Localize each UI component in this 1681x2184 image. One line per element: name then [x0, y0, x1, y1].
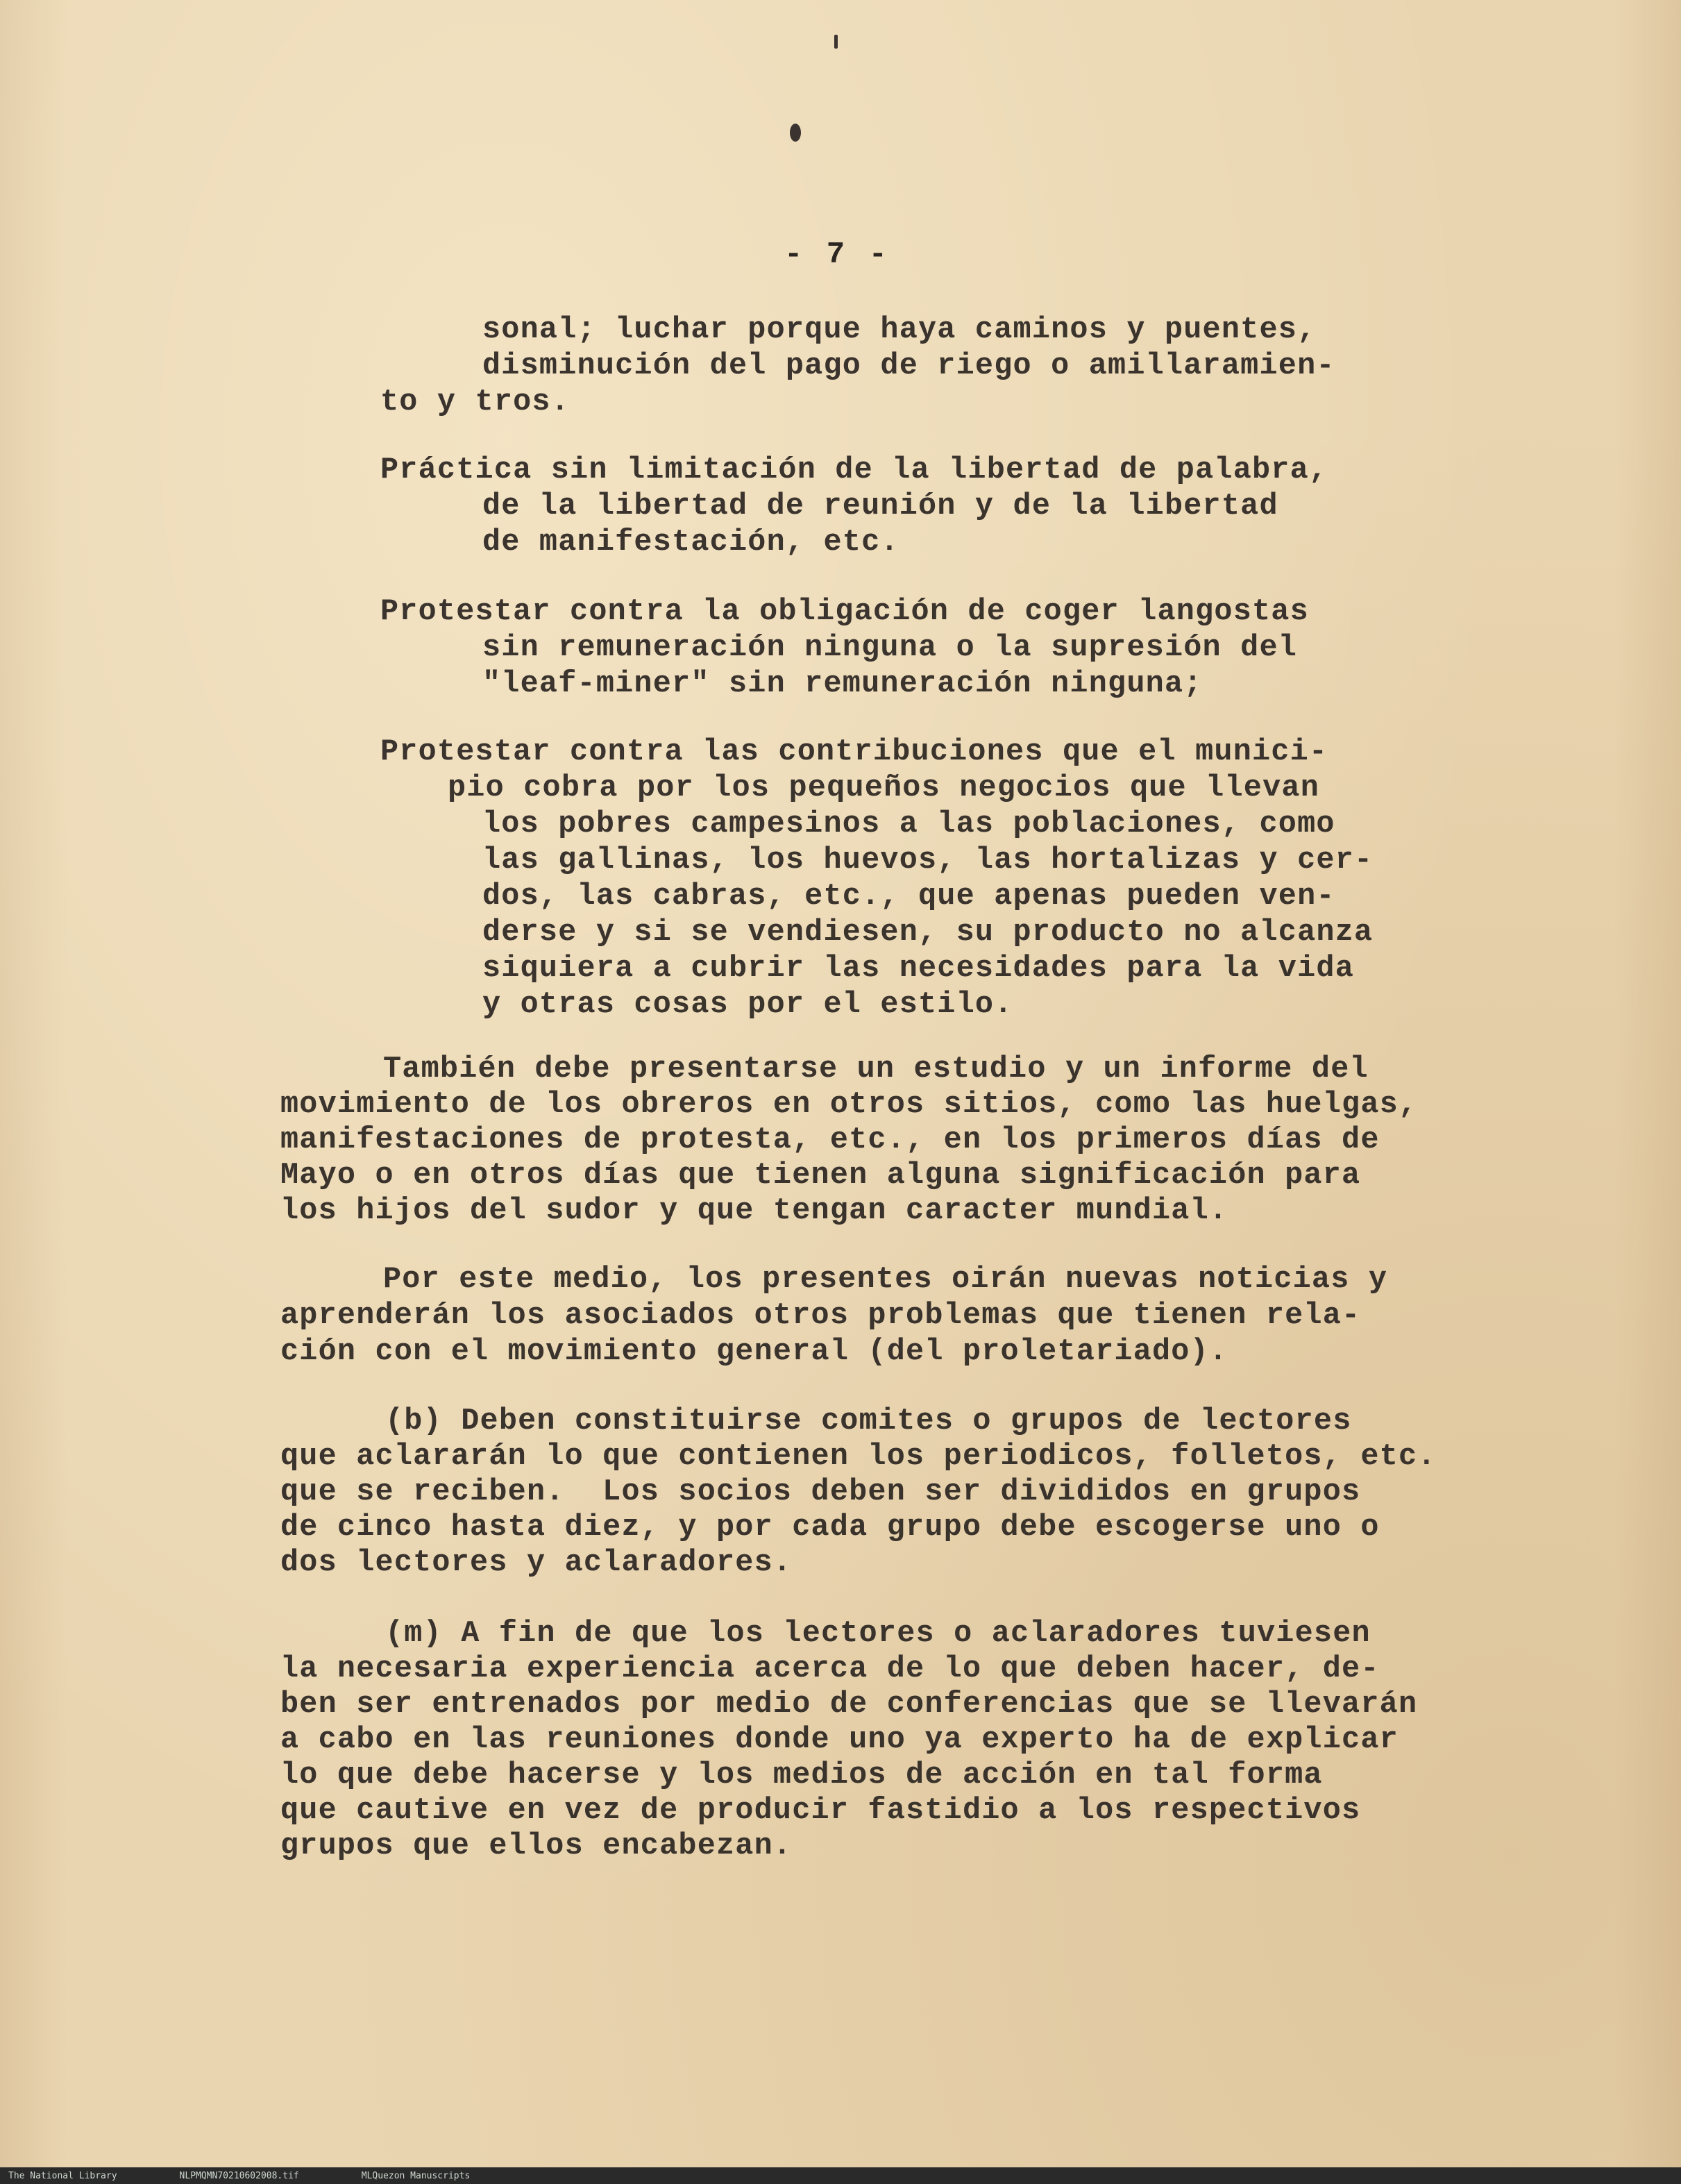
text-line: que se reciben. Los socios deben ser divididos en grupos	[280, 1475, 1361, 1509]
text-line: los hijos del sudor y que tengan caracter mundial.	[280, 1194, 1228, 1228]
text-line: de la libertad de reunión y de la libertad	[482, 489, 1278, 523]
text-line: Por este medio, los presentes oirán nuevas noticias y	[383, 1263, 1388, 1297]
text-line: disminución del pago de riego o amillaramien-	[482, 349, 1335, 383]
text-line: También debe presentarse un estudio y un informe del	[383, 1052, 1369, 1086]
text-line: (m) A fin de que los lectores o aclaradores tuviesen	[385, 1617, 1371, 1651]
text-line: la necesaria experiencia acerca de lo que deben hacer, de-	[280, 1652, 1380, 1686]
text-line: ben ser entrenados por medio de conferencias que se llevarán	[280, 1688, 1418, 1722]
text-line: de cinco hasta diez, y por cada grupo debe escogerse uno o	[280, 1511, 1380, 1545]
text-line: que cautive en vez de producir fastidio a los respectivos	[280, 1794, 1361, 1828]
footer-file: NLPMQMN70210602008.tif	[179, 2170, 299, 2181]
text-line: grupos que ellos encabezan.	[280, 1829, 793, 1863]
text-line: ción con el movimiento general (del proletariado).	[280, 1335, 1228, 1369]
text-line: dos, las cabras, etc., que apenas pueden ven-	[482, 880, 1335, 914]
text-line: los pobres campesinos a las poblaciones, como	[482, 807, 1335, 841]
text-line: las gallinas, los huevos, las hortalizas y cer-	[482, 843, 1374, 877]
text-line: Protestar contra la obligación de coger langostas	[380, 595, 1309, 629]
text-line: Práctica sin limitación de la libertad de palabra,	[380, 453, 1328, 487]
text-line: a cabo en las reuniones donde uno ya experto ha de explicar	[280, 1723, 1399, 1757]
text-line: aprenderán los asociados otros problemas que tienen rela-	[280, 1299, 1361, 1333]
text-line: Mayo o en otros días que tienen alguna significación para	[280, 1159, 1361, 1193]
text-line: movimiento de los obreros en otros sitios, como las huelgas,	[280, 1088, 1418, 1122]
text-line: manifestaciones de protesta, etc., en los primeros días de	[280, 1123, 1380, 1157]
text-line: dos lectores y aclaradores.	[280, 1546, 793, 1580]
text-line: siquiera a cubrir las necesidades para la vida	[482, 952, 1354, 986]
footer-collection: MLQuezon Manuscripts	[361, 2170, 471, 2181]
text-line: sonal; luchar porque haya caminos y puentes,	[482, 313, 1317, 347]
punch-hole-mark	[790, 124, 801, 142]
ink-mark-top	[834, 35, 838, 49]
archive-footer	[0, 2167, 1681, 2184]
text-line: to y tros.	[380, 385, 571, 419]
text-line: "leaf-miner" sin remuneración ninguna;	[482, 667, 1203, 701]
text-line: (b) Deben constituirse comites o grupos de lectores	[385, 1404, 1352, 1438]
page-number: - 7 -	[784, 237, 890, 272]
text-line: sin remuneración ninguna o la supresión del	[482, 631, 1298, 665]
text-line: pio cobra por los pequeños negocios que llevan	[448, 771, 1319, 805]
text-line: Protestar contra las contribuciones que el munici-	[380, 735, 1328, 769]
text-line: de manifestación, etc.	[482, 526, 899, 560]
footer-library: The National Library	[8, 2170, 117, 2181]
text-line: que aclararán lo que contienen los periodicos, folletos, etc.	[280, 1440, 1437, 1474]
text-line: derse y si se vendiesen, su producto no alcanza	[482, 916, 1374, 950]
text-line: lo que debe hacerse y los medios de acción en tal forma	[280, 1758, 1323, 1792]
text-line: y otras cosas por el estilo.	[482, 988, 1013, 1022]
